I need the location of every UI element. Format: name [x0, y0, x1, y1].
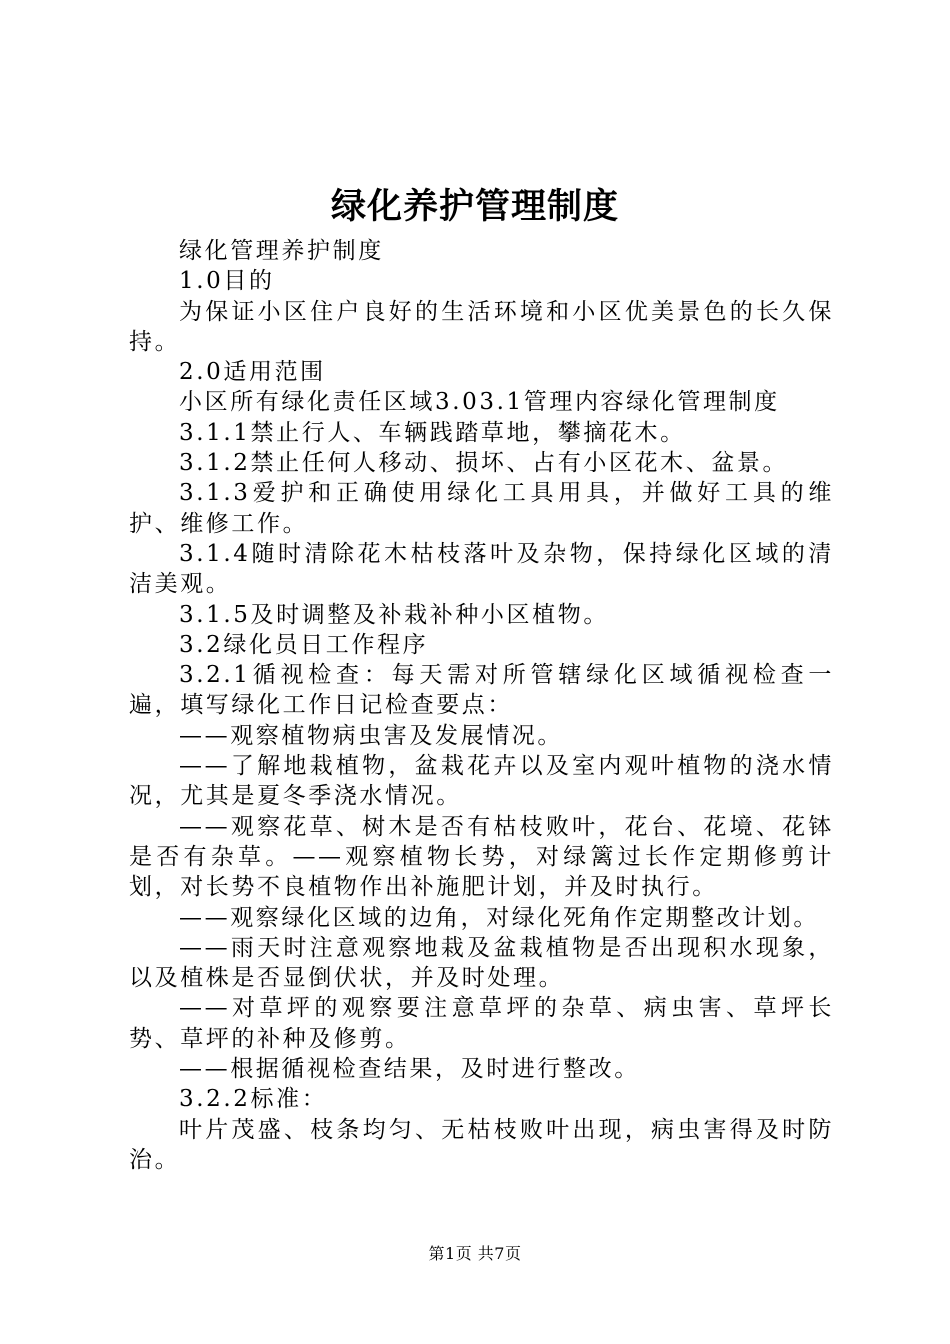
paragraph: 3.2.1循视检查：每天需对所管辖绿化区域循视检查一遍，填写绿化工作日记检查要点： — [129, 662, 834, 719]
paragraph: 3.1.5及时调整及补栽补种小区植物。 — [179, 601, 609, 628]
paragraph: 2.0适用范围 — [179, 359, 326, 386]
paragraph: 3.1.3爱护和正确使用绿化工具用具，并做好工具的维护、维修工作。 — [129, 480, 834, 537]
paragraph: 为保证小区住户良好的生活环境和小区优美景色的长久保持。 — [129, 298, 834, 355]
paragraph: ——观察花草、树木是否有枯枝败叶，花台、花境、花钵是否有杂草。——观察植物长势，对绿篱过长作定期修剪计划，对长势不良植物作出补施肥计划，并及时执行。 — [129, 813, 834, 901]
paragraph: ——雨天时注意观察地栽及盆栽植物是否出现积水现象，以及植株是否显倒伏状，并及时处理。 — [129, 934, 834, 992]
paragraph: 绿化管理养护制度 — [179, 238, 384, 264]
paragraph: ——观察绿化区域的边角，对绿化死角作定期整改计划。 — [179, 904, 819, 931]
document-body — [129, 236, 834, 1175]
paragraph: ——对草坪的观察要注意草坪的杂草、病虫害、草坪长势、草坪的补种及修剪。 — [129, 995, 834, 1052]
paragraph: 3.2.2标准： — [179, 1086, 328, 1113]
document-title: 绿化养护管理制度 — [330, 186, 619, 227]
paragraph: 叶片茂盛、枝条均匀、无枯枝败叶出现，病虫害得及时防治。 — [129, 1116, 834, 1173]
paragraph: 3.2绿化员日工作程序 — [179, 631, 429, 658]
paragraph: 1.0目的 — [179, 268, 275, 295]
paragraph: 小区所有绿化责任区域3.03.1管理内容绿化管理制度 — [179, 389, 780, 416]
paragraph: 3.1.1禁止行人、车辆践踏草地，攀摘花木。 — [179, 419, 686, 446]
paragraph: 3.1.4随时清除花木枯枝落叶及杂物，保持绿化区域的清洁美观。 — [129, 540, 834, 598]
paragraph: ——根据循视检查结果，及时进行整改。 — [179, 1056, 640, 1083]
paragraph: 3.1.2禁止任何人移动、损坏、占有小区花木、盆景。 — [179, 450, 789, 477]
page-number-footer: 第1页 共7页 — [428, 1244, 522, 1263]
paragraph: ——了解地栽植物，盆栽花卉以及室内观叶植物的浇水情况，尤其是夏冬季浇水情况。 — [129, 753, 834, 810]
paragraph: ——观察植物病虫害及发展情况。 — [179, 722, 563, 749]
